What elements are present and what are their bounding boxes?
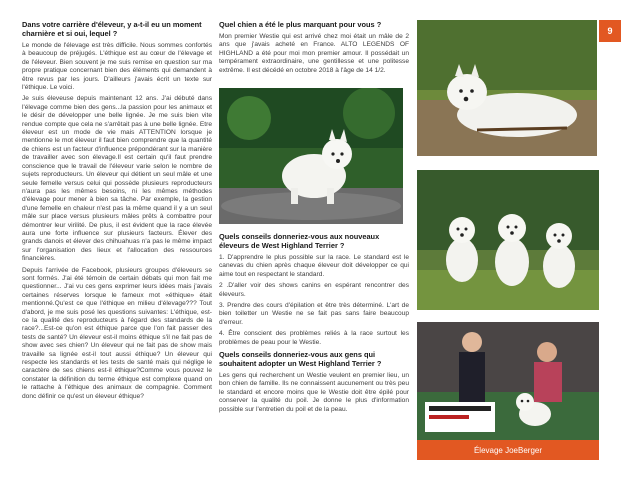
- tip-3: 3. Prendre des cours d'épilation et être très déterminé. L'art de bien toiletter un Westie ne se fait pas sans faire beaucoup d'erreur.: [219, 302, 409, 326]
- question-heading-1: Dans votre carrière d'éleveur, y a-t-il eu un moment charnière et si oui, lequel ?: [22, 20, 202, 38]
- photo-show-winners: [417, 322, 599, 440]
- photo-caption: Élevage JoeBerger: [417, 440, 599, 460]
- answer-paragraph-1: Le monde de l'élevage est très difficile. Nous sommes confortés à beaucoup de préjugés. L'éthique est au cœur de l'élevage et de l'éleveur. Bien souvent je me suis remise en question sur ma propre pratique concernant bien des éléments qui demandent à être revus par les jours. D'ailleurs j'avais écrit un texte sur l'éthique. Le voici.: [22, 42, 212, 92]
- tip-4: 4. Être conscient des problèmes reliés à la race surtout les problèmes de peau pour le Westie.: [219, 330, 409, 346]
- photo-three-puppies: [417, 170, 599, 310]
- answer-paragraph-2: Je suis éleveuse depuis maintenant 12 ans. J'ai débuté dans l'élevage comme bien des gens...la passion pour les animaux et le désir de développer une belle lignée. Je me suis bien vite rendue compte que cela ne s'arrêtait pas à une belle lignée. Etre éleveur est un mode de vie mais ATTENTION lorsque je mentionne le mot éleveur il faut bien comprendre que la quantité de chiens est un facteur d'influence prépondérant sur la manière de travailler avec son élevage.Il est certain qu'il faut prendre conscience que le travail de l'éleveur varie selon le nombre de sujets reproducteurs. Un éleveur qui détient un seul mâle et une seule femelle versus celui qui possède plusieurs reproducteurs n'aura pas les mêmes besoins, ni les mêmes méthodes d'élevage pour mener à bien sa tâche. Par exemple, la gestion d'une femelle en chaleur n'est pas la même quand il y a un seul mâle sur place versus plusieurs mâles prêts à combattre pour démontrer leur virilité. De plus, il est évident que la race élevée aura une forte influence sur plusieurs facteurs. Élever des grands danois et élever des chihuahuas n'a pas le même impact sur l'organisation des lieux et l'allocation des ressources financières.: [22, 95, 212, 263]
- question-heading-4: Quels conseils donneriez-vous aux gens qui souhaitent adopter un West Highland Terrier ?: [219, 350, 382, 369]
- column-left: [22, 20, 212, 404]
- tip-2: 2 .D'aller voir des shows canins en espérant rencontrer des éleveurs.: [219, 282, 409, 298]
- column-middle: [219, 20, 409, 75]
- question-heading-2: Quel chien a été le plus marquant pour vous ?: [219, 20, 382, 29]
- page-number-tab: 9: [599, 20, 621, 42]
- column-middle-lower: [219, 232, 409, 414]
- tip-1: 1. D'apprendre le plus possible sur la race. Le standard est le canevas du chien après chaque éleveur doit développer ce qui aime tout en respectant le standard.: [219, 254, 409, 278]
- answer-paragraph-4: Mon premier Westie qui est arrivé chez moi était un mâle de 2 ans que j'avais acheté en France. ALTO LEGENDS OF HIGHLAND a été pour moi mon premier amour. Il possédait un tempérament extraordinaire, une gentillesse et une politesse extrême. Il est décédé en octobre 2018 à l'âge de 14 1/2.: [219, 33, 409, 74]
- answer-paragraph-5: Les gens qui recherchent un Westie veulent en premier lieu, un bon chien de famille. Ils ne connaissent aucunement ou très peu le standard et encore moins que le Westie doit être épilé pour conserver la qualité du poil. Je donne le plus d'information possible sur l'entretien du poil et de la peau.: [219, 372, 409, 413]
- answer-paragraph-3: Depuis l'arrivée de Facebook, plusieurs groupes d'éleveurs se sont formés. J'ai été témoin de certain débats qui mon fait me questionner... J'ai vu ces gens exprimer leurs idées mais j'avais certaines réserves lorsque le fameux mot «éthique» était mentionné.Qu'est ce que l'éthique en milieu d'élevage??? Tout d'abord, je me suis posé les questions suivantes: L'éthique, est-ce la qualité des reproducteurs à l'égard des standards de la race?...Est-ce qu'on est éthique parce que l'on fait passer des tests de santé? Un éleveur est-il moins éthique s'il ne fait pas de show avec ses chien? Un éleveur qui ne fait pas de show mais travaille sa lignée est-il tout aussi éthique? Un éleveur qui respecte les standards et les tests de santé mais qui néglige le caractère de ses chiens est-il éthique?Comme vous pouvez le constater la définition du terme éthique est complexe quand on le rattache à l'éthique des animaux de compagnie. Comment donc définir ce qu'est un éleveur éthique?: [22, 266, 212, 400]
- photo-westie-garden: [219, 88, 403, 224]
- photo-westie-lying: [417, 20, 597, 156]
- question-heading-3: Quels conseils donneriez-vous aux nouveaux éleveurs de West Highland Terrier ?: [219, 232, 380, 250]
